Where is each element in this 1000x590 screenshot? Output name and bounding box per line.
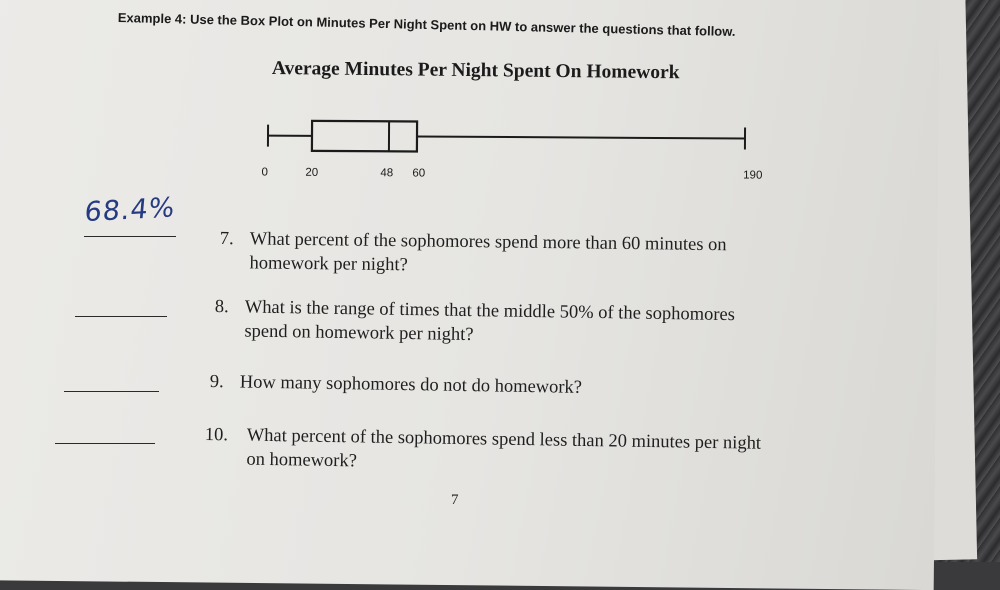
answer-line-7[interactable]: [84, 236, 176, 237]
question-text: What percent of the sophomores spend less than 20 minutes per night: [247, 426, 762, 454]
question-8: [214, 295, 735, 351]
question-10: [204, 423, 761, 480]
whisker-right: [417, 136, 745, 138]
answer-line-10[interactable]: [55, 443, 155, 444]
example-header: Example 4: Use the Box Plot on Minutes Per Night Spent on HW to answer the questions that follow.: [118, 10, 778, 40]
question-number: 10.: [205, 423, 247, 448]
iqr-box: [312, 121, 417, 152]
answer-line-8[interactable]: [75, 316, 167, 317]
chart-title: Average Minutes Per Night Spent On Homework: [272, 58, 680, 84]
question-text-continued: spend on homework per night?: [214, 319, 734, 351]
tick-label-48: 48: [380, 167, 393, 179]
question-text-continued: on homework?: [204, 447, 761, 480]
box-plot: [0, 0, 1000, 200]
tick-label-0: 0: [262, 167, 268, 179]
question-number: 7.: [220, 227, 250, 251]
question-number: 9.: [210, 370, 240, 394]
handwritten-answer-7: 68.4%: [83, 192, 176, 228]
tick-label-60: 60: [412, 167, 425, 179]
tick-label-20: 20: [305, 167, 318, 179]
question-text: What is the range of times that the middle 50% of the sophomores: [245, 297, 735, 325]
question-number: 8.: [215, 295, 245, 319]
page-number: 7: [451, 492, 459, 509]
question-text: How many sophomores do not do homework?: [240, 372, 582, 397]
answer-line-9[interactable]: [64, 391, 159, 392]
question-text: What percent of the sophomores spend more than 60 minutes on: [250, 229, 727, 255]
tick-labels: [262, 167, 763, 182]
tick-label-190: 190: [743, 169, 762, 181]
question-7: [219, 227, 726, 281]
question-text-continued: homework per night?: [219, 251, 726, 281]
question-9: [210, 370, 583, 400]
